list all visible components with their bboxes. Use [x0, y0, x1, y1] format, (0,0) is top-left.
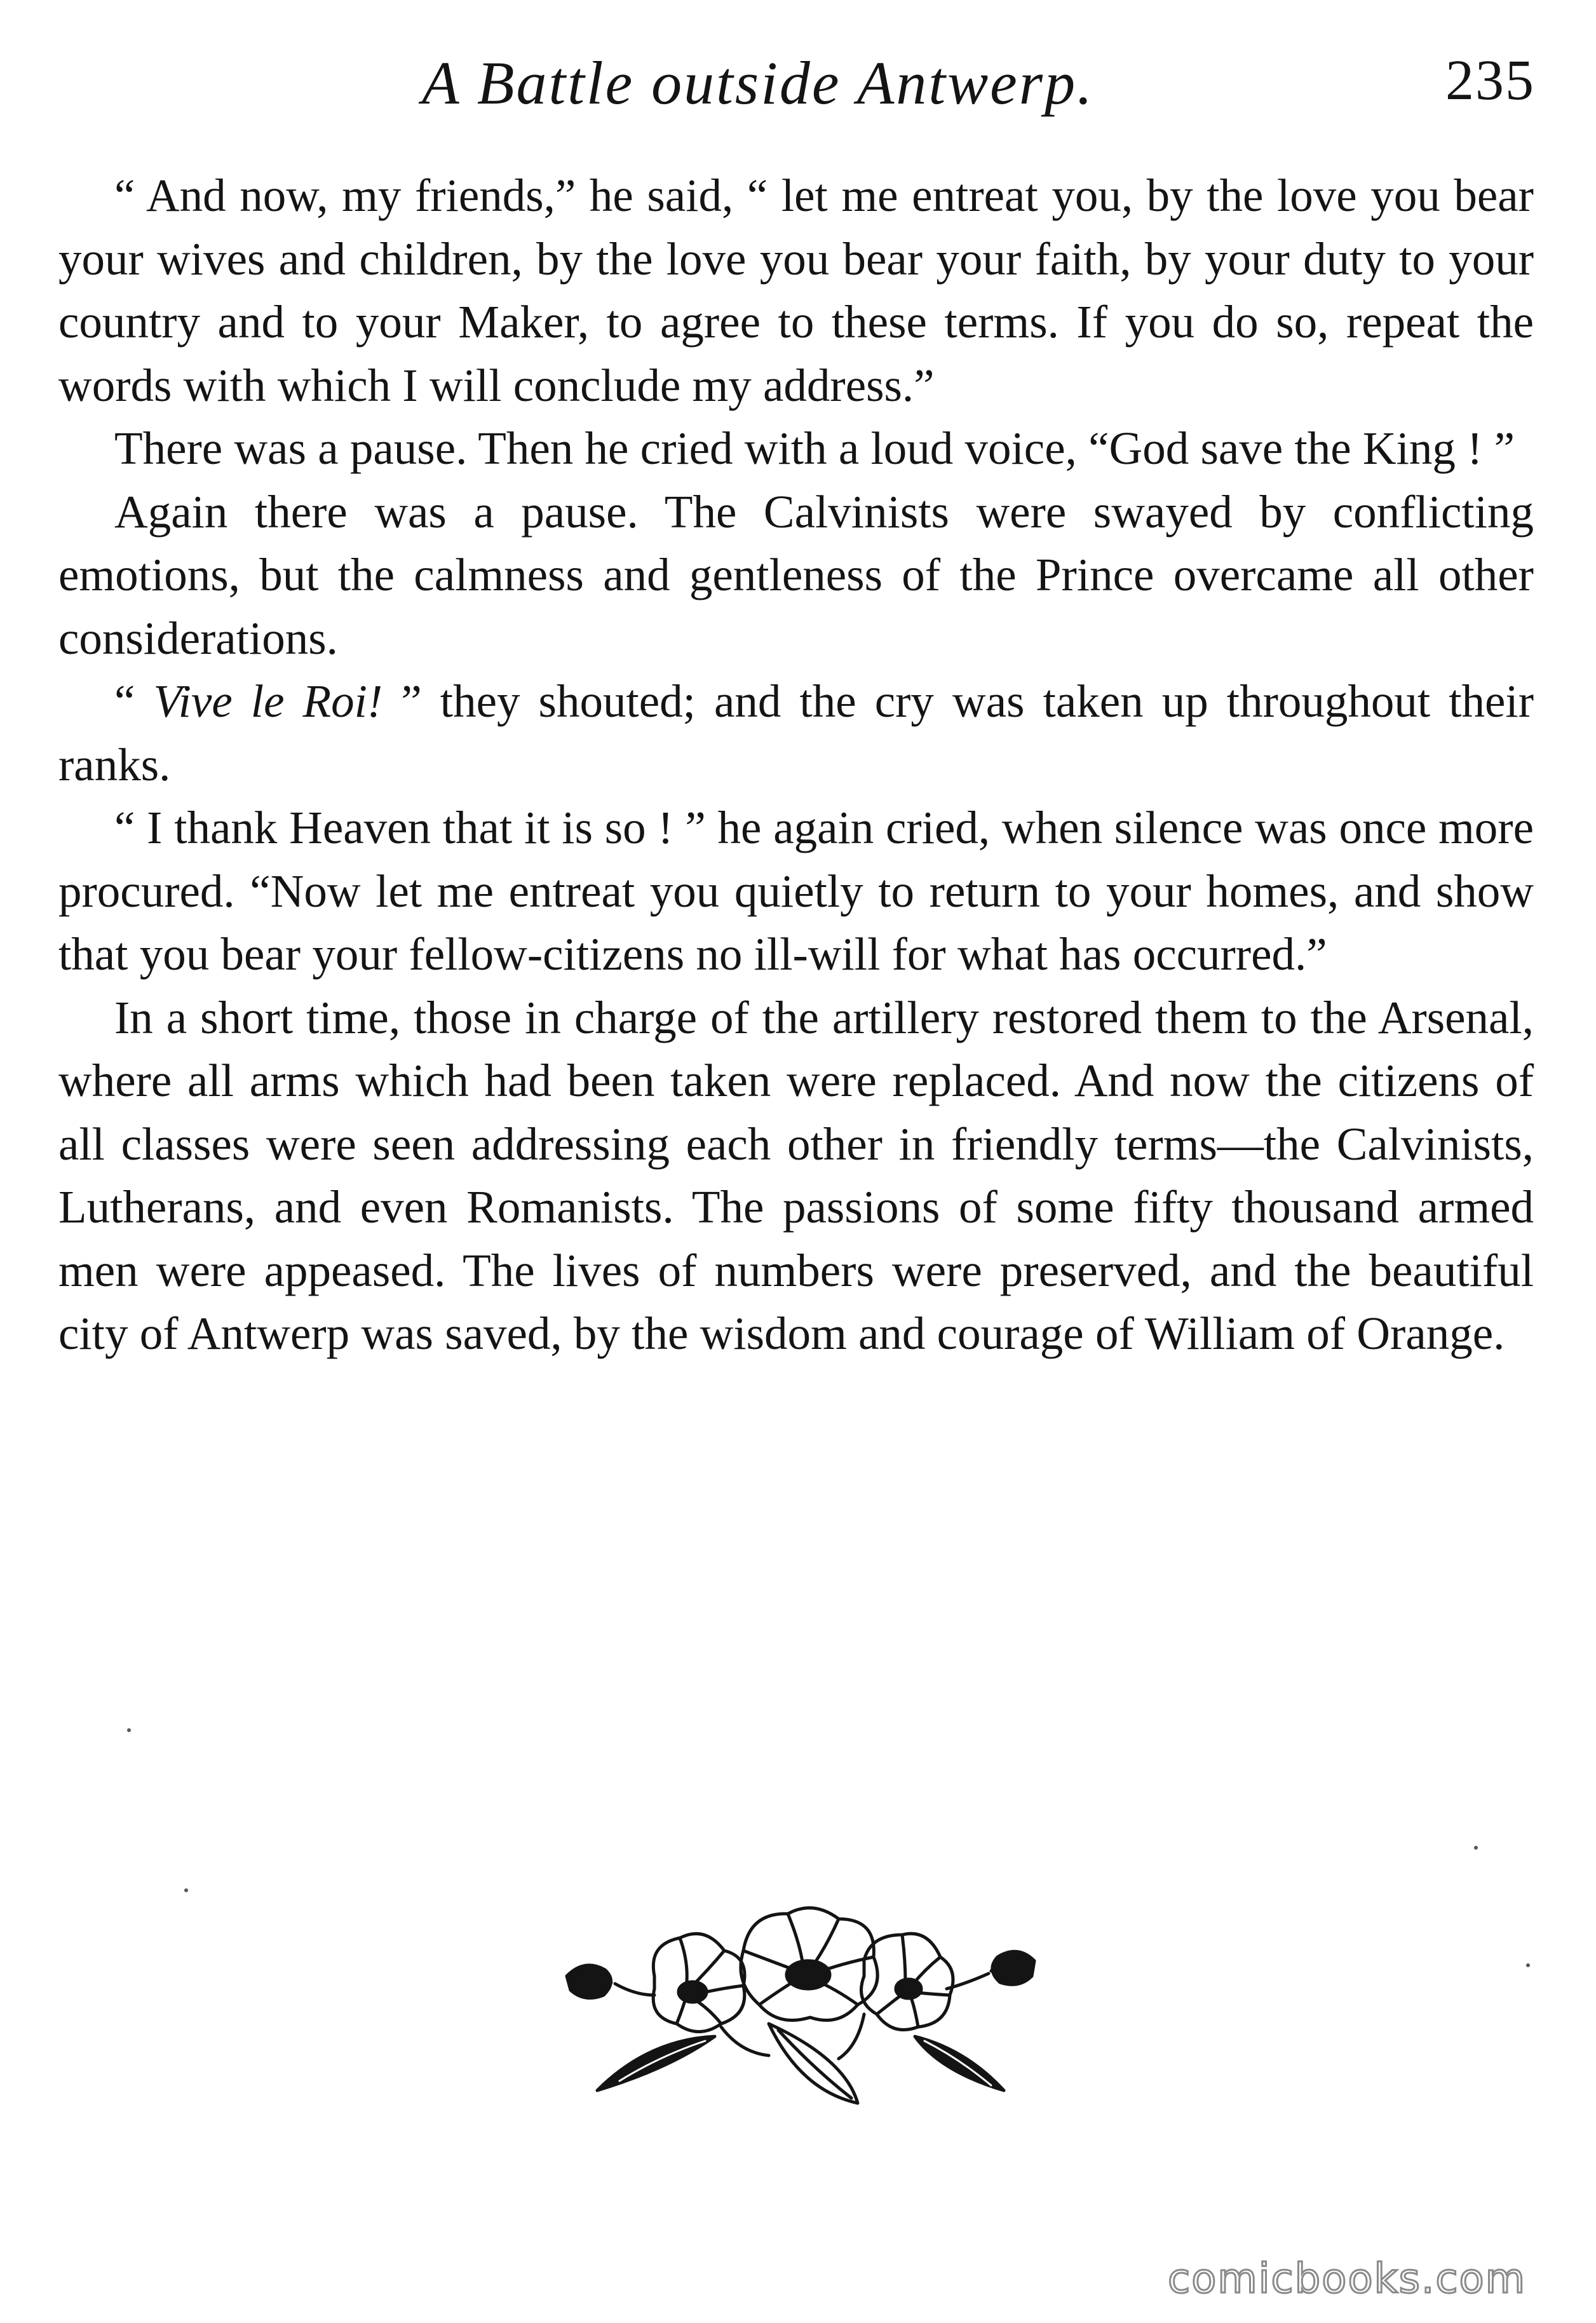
text-run: There was a pause. Then he cried with a loud voice, “God save the King ! ” [114, 423, 1515, 474]
watermark: comicbooks.com [1168, 2256, 1527, 2303]
text-run: “ I thank Heaven that it is so ! ” he again cried, when silence was once more procured. “Now let me entreat you quietly to return to your homes, and show that you bear your fellow-citizens no ill-will for what has occurred.” [58, 802, 1534, 980]
paragraph [58, 164, 1534, 417]
ink-speck [1474, 1846, 1478, 1850]
text-run: In a short time, those in charge of the artillery restored them to the Arsenal, where all arms which had been taken were replaced. And now the citizens of all classes were seen addressing each other in friendly terms—the Calvinists, Lutherans, and even Romanists. The passions of some fifty thousand armed men were appeased. The lives of numbers were preserved, and the beautiful city of Antwerp was saved, by the wisdom and courage of William of Orange. [58, 991, 1534, 1359]
paragraph [58, 796, 1534, 986]
ink-speck [1526, 1963, 1530, 1967]
running-title: A Battle outside Antwerp. [422, 49, 1095, 117]
running-head [0, 48, 1596, 130]
floral-tailpiece-icon [559, 1900, 1042, 2110]
text-run: ” they shouted; and the cry was taken up throughout their ranks. [58, 675, 1534, 790]
body-text [58, 164, 1534, 1365]
text-run: “ [114, 675, 154, 727]
text-run: Again there was a pause. The Calvinists were swayed by conflicting emotions, but the calmness and gentleness of the Prince overcame all other considerations. [58, 485, 1534, 664]
page-number: 235 [1445, 49, 1535, 112]
ink-speck [127, 1728, 131, 1732]
paragraph [58, 986, 1534, 1365]
text-run: “ And now, my friends,” he said, “ let me entreat you, by the love you bear your wives and children, by the love you bear your faith, by your duty to your country and to your Maker, to agree to these terms. If you do so, repeat the words with which I will conclude my address.” [58, 170, 1534, 411]
paragraph [58, 417, 1534, 480]
ink-speck [184, 1888, 188, 1892]
paragraph [58, 480, 1534, 670]
paragraph [58, 670, 1534, 796]
italic-phrase: Vive le Roi! [153, 675, 383, 727]
